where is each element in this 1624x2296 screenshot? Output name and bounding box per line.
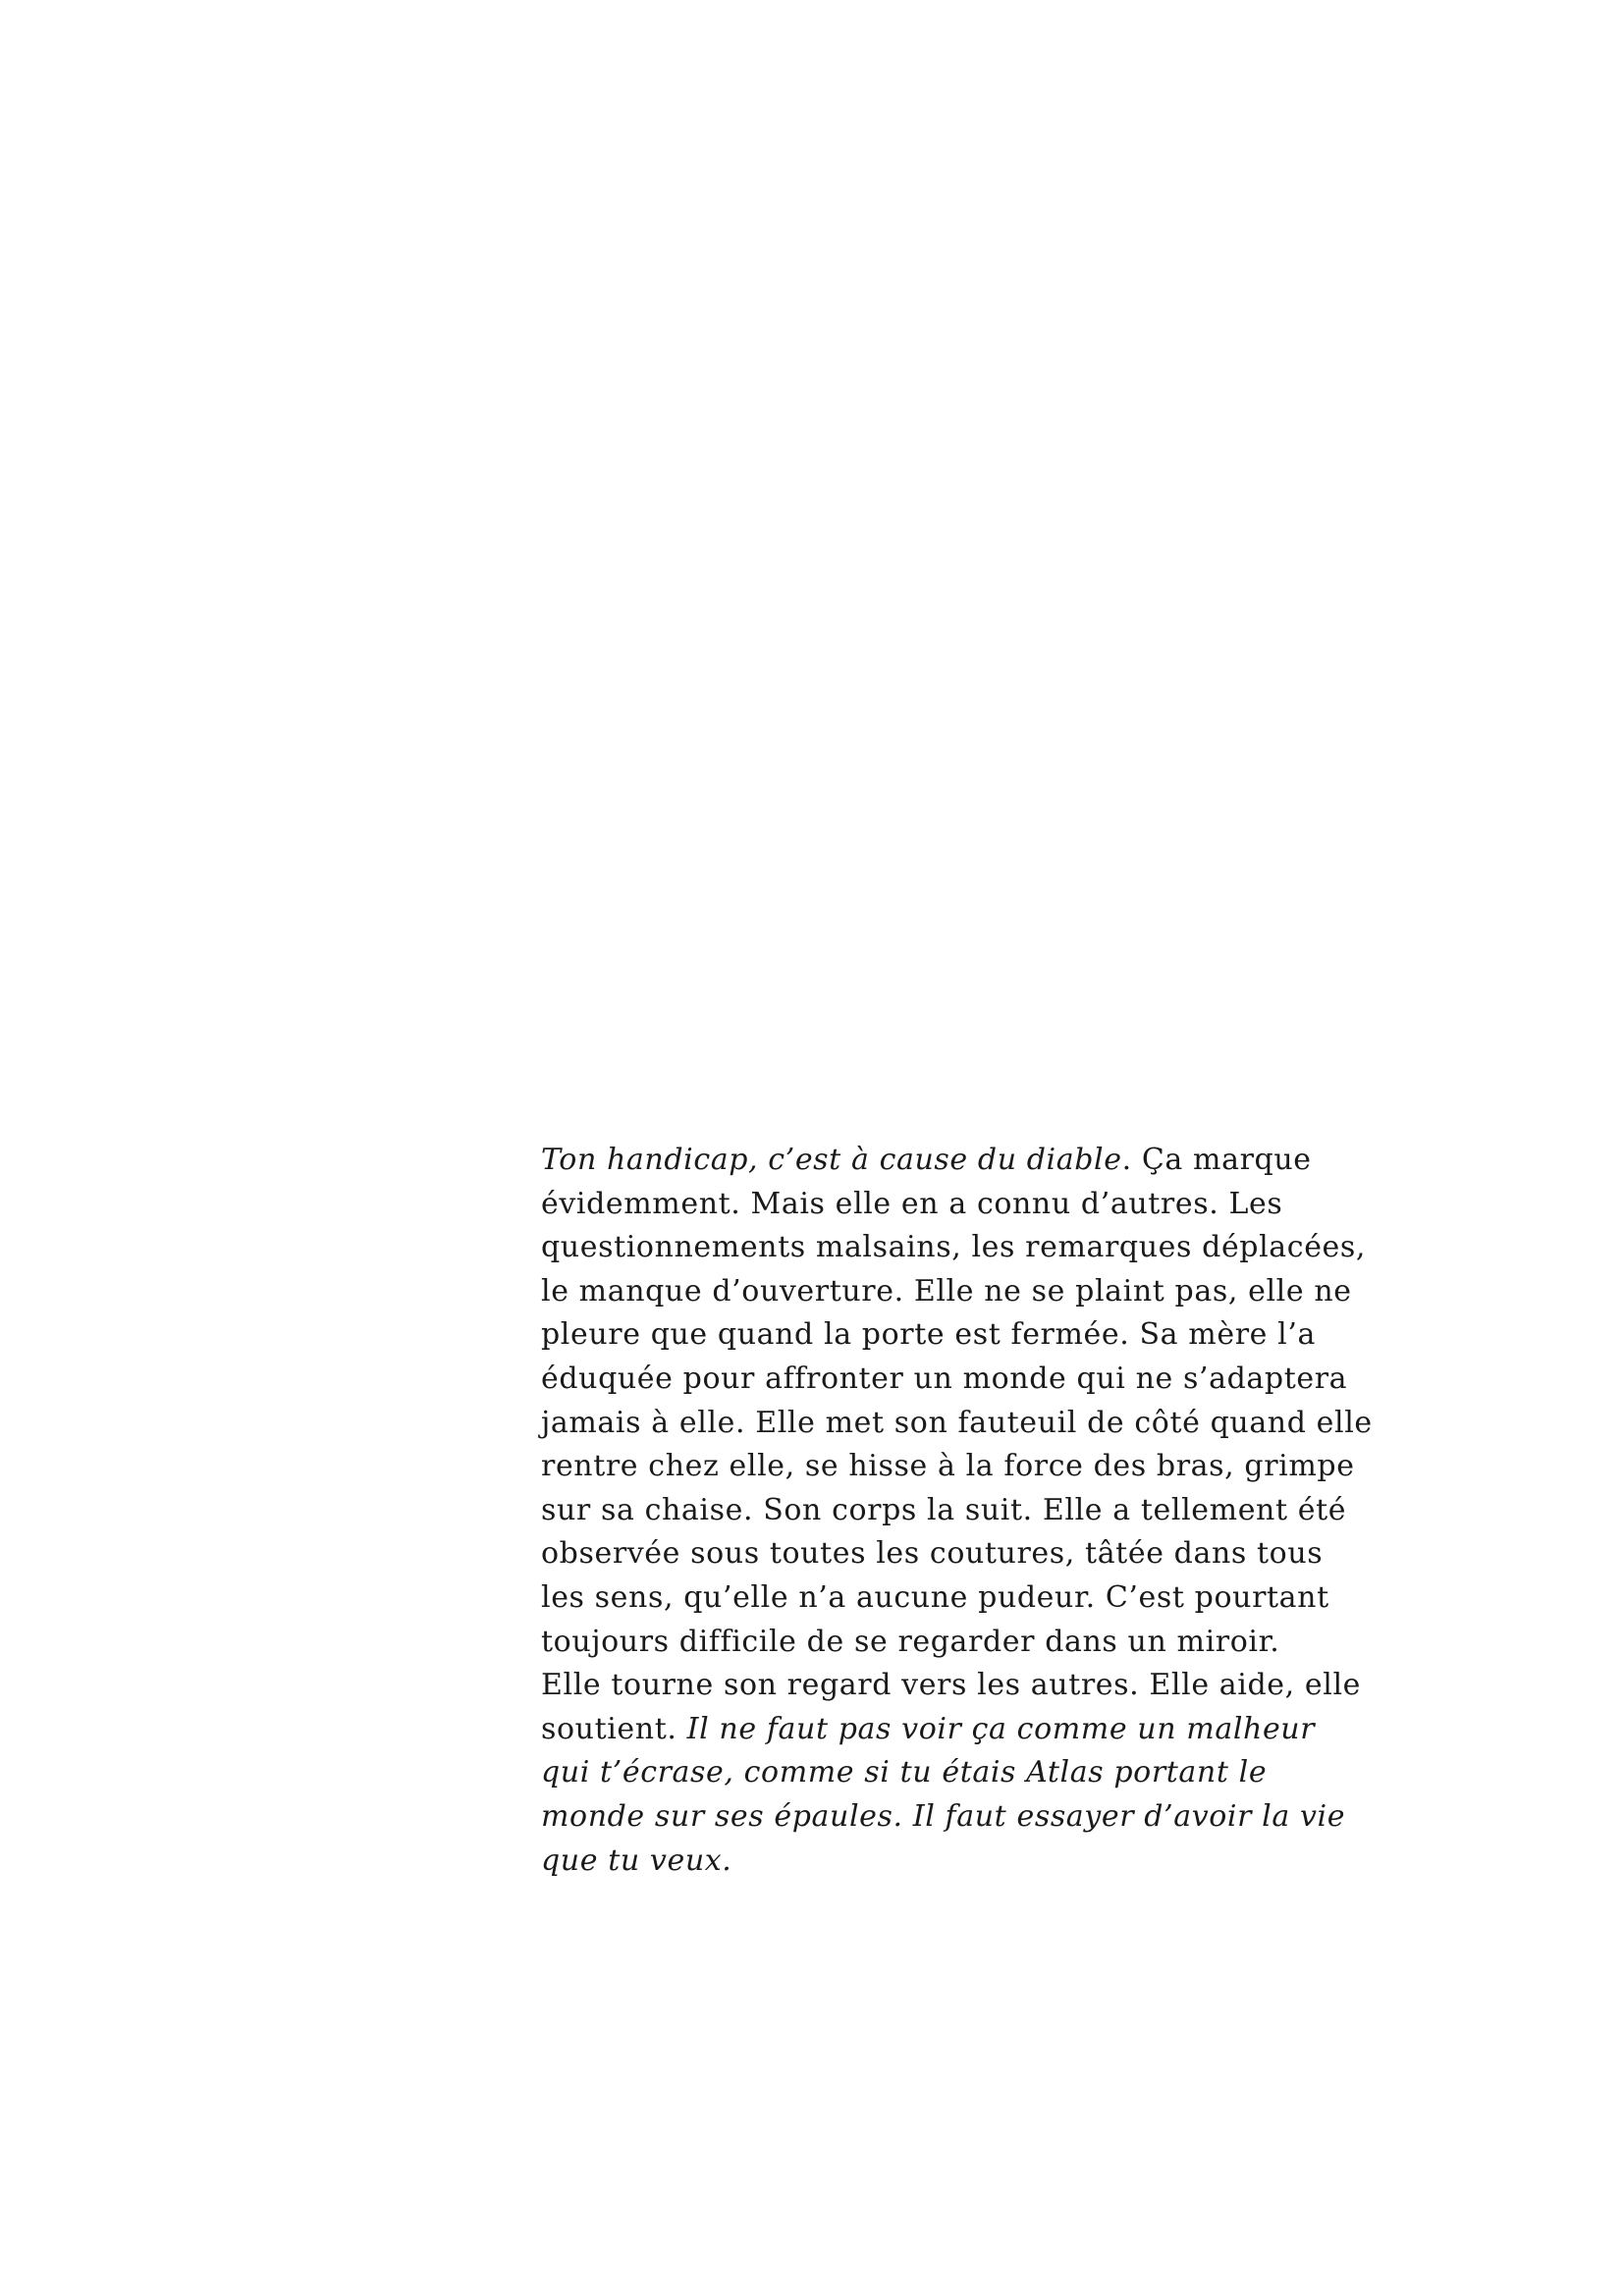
text-run: soutient. <box>541 1711 687 1746</box>
text-line <box>541 1270 1352 1314</box>
text-run: pleure que quand la porte est fermée. Sa mère l’a <box>541 1317 1316 1353</box>
text-run: qui t’écrase, comme si tu étais Atlas portant le <box>541 1755 1268 1790</box>
text-line <box>541 1621 1346 1665</box>
text-run: . Ça marque <box>1121 1143 1312 1177</box>
text-line <box>541 1489 1346 1533</box>
text-run: sur sa chaise. Son corps la suit. Elle a tellement été <box>541 1492 1347 1527</box>
text-run: évidemment. Mais elle en a connu d’autres. Les <box>541 1186 1283 1221</box>
text-run: Il ne faut pas voir ça comme un malheur <box>686 1711 1316 1746</box>
text-run: que tu veux. <box>541 1842 732 1878</box>
text-line <box>541 1751 1346 1795</box>
text-run: toujours difficile de se regarder dans un miroir. <box>541 1624 1280 1659</box>
text-line <box>541 1795 1346 1840</box>
text-line <box>541 1226 1367 1270</box>
text-line <box>541 1445 1355 1489</box>
text-line <box>541 1358 1346 1402</box>
text-line <box>541 1664 1362 1708</box>
text-line <box>541 1183 1346 1227</box>
text-line <box>541 1576 1346 1621</box>
body-paragraph <box>541 1139 1373 1883</box>
text-run: le manque d’ouverture. Elle ne se plaint pas, elle ne <box>541 1273 1352 1308</box>
text-run: Ton handicap, c’est à cause du diable <box>541 1143 1122 1177</box>
text-run: questionnements malsains, les remarques déplacées, <box>541 1230 1367 1265</box>
text-line <box>541 1139 1346 1183</box>
text-run: éduquée pour affronter un monde qui ne s’adaptera <box>541 1361 1348 1396</box>
text-run: rentre chez elle, se hisse à la force des bras, grimpe <box>541 1449 1355 1484</box>
text-run: jamais à elle. Elle met son fauteuil de côté quand elle <box>541 1405 1373 1440</box>
text-run: les sens, qu’elle n’a aucune pudeur. C’est pourtant <box>541 1579 1329 1615</box>
text-line <box>541 1532 1346 1576</box>
text-run: observée sous toutes les coutures, tâtée dans tous <box>541 1536 1324 1572</box>
text-run: monde sur ses épaules. Il faut essayer d’avoir la vie <box>541 1798 1346 1834</box>
text-line <box>541 1402 1373 1446</box>
text-line <box>541 1313 1346 1358</box>
text-run: Elle tourne son regard vers les autres. Elle aide, elle <box>541 1668 1362 1703</box>
text-line <box>541 1708 1346 1752</box>
text-line <box>541 1840 1346 1884</box>
